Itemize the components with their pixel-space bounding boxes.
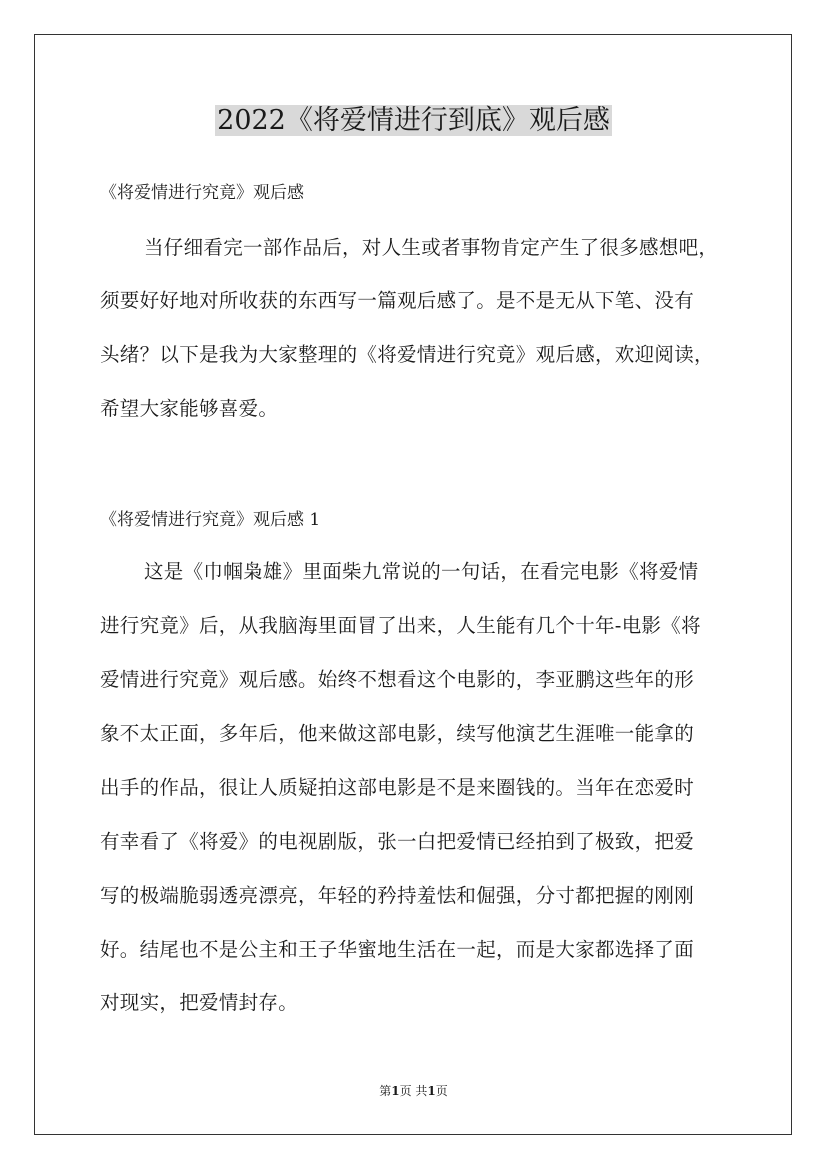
- paragraph-line: 爱情进行究竟》观后感。始终不想看这个电影的，李亚鹏这些年的形: [100, 668, 695, 691]
- paragraph-line: 头绪？以下是我为大家整理的《将爱情进行究竟》观后感，欢迎阅读，: [100, 343, 714, 366]
- document-title: [0, 98, 827, 144]
- paragraph-line: 这是《巾帼枭雄》里面柴九常说的一句话，在看完电影《将爱情: [144, 560, 699, 583]
- paragraph-line: 对现实，把爱情封存。: [100, 991, 299, 1014]
- paragraph-line: 象不太正面，多年后，他来做这部电影，续写他演艺生涯唯一能拿的: [100, 722, 695, 745]
- footer-page-total: 1: [427, 1084, 436, 1098]
- paragraph-line: 有幸看了《将爱》的电视剧版，张一白把爱情已经拍到了极致，把爱: [100, 830, 695, 853]
- paragraph-line: 当仔细看完一部作品后，对人生或者事物肯定产生了很多感想吧，: [144, 236, 719, 259]
- part-heading: 《将爱情进行究竟》观后感 1: [100, 510, 321, 530]
- paragraph-line: 希望大家能够喜爱。: [100, 397, 279, 420]
- paragraph-line: 须要好好地对所收获的东西写一篇观后感了。是不是无从下笔、没有: [100, 289, 695, 312]
- paragraph-line: 好。结尾也不是公主和王子华蜜地生活在一起，而是大家都选择了面: [100, 938, 695, 961]
- footer-page-prefix: 第: [379, 1084, 392, 1098]
- section-heading: 《将爱情进行究竟》观后感: [100, 183, 304, 203]
- paragraph-line: 出手的作品，很让人质疑拍这部电影是不是来圈钱的。当年在恋爱时: [100, 776, 695, 799]
- footer-page-number: 1: [391, 1084, 400, 1098]
- paragraph-line: 写的极端脆弱透亮漂亮，年轻的矜持羞怯和倔强，分寸都把握的刚刚: [100, 884, 695, 907]
- document-title-text: 2022《将爱情进行到底》观后感: [217, 105, 610, 136]
- footer-page-suffix: 页: [435, 1084, 448, 1098]
- paragraph-line: 进行究竟》后，从我脑海里面冒了出来，人生能有几个十年-电影《将: [100, 614, 701, 637]
- page-footer: [0, 1083, 827, 1099]
- footer-page-mid: 页 共: [399, 1084, 428, 1098]
